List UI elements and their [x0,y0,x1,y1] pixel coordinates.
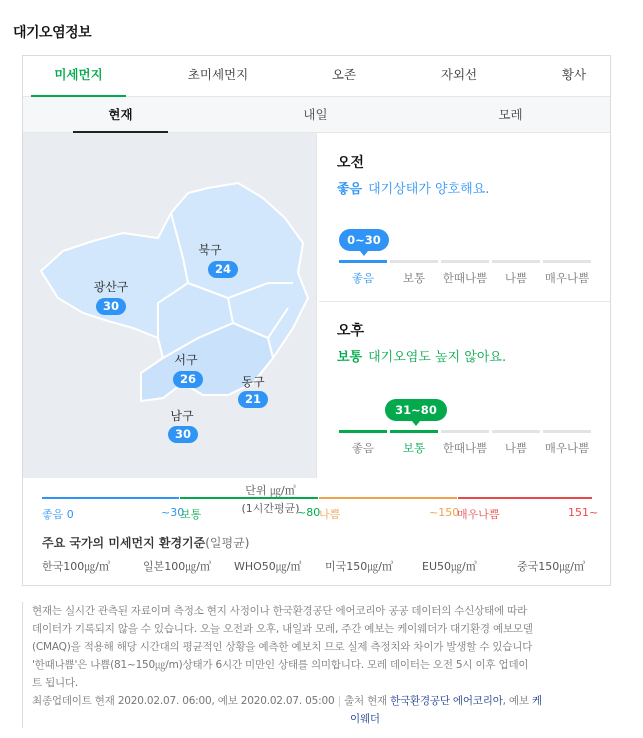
pm-grade-scale [339,430,591,460]
tab-ozone[interactable]: 오존 [331,67,357,82]
pm-title: 오후 [337,323,365,339]
district-value-seo[interactable]: 26 [173,371,203,388]
tab-yellow-dust[interactable]: 황사 [561,67,587,82]
standard-who: WHO50㎍/㎥ [234,560,302,573]
legend-label-good: 좋음 0 [42,508,74,521]
source-kweather-line [32,710,613,728]
notice-line-2: 데이터가 기록되지 않을 수 있습니다. 오늘 오전과 오후, 내일과 모레, 주간 예보는 케이웨더가 대기환경 예보모델 [32,623,533,635]
standard-usa: 미국150㎍/㎥ [325,560,393,573]
am-level: 좋음 [337,182,363,197]
tab-fine-dust[interactable]: 미세먼지 [31,56,126,96]
unit-line-1: 단위 ㎍/㎥ [245,484,296,497]
am-seg-sometimes-bad [441,260,489,263]
district-value-dong[interactable]: 21 [238,391,268,408]
legend-label-very-bad: 매우나쁨 [457,508,500,521]
pm-range-badge [385,399,447,421]
pm-label-good: 좋음 [351,441,375,455]
am-seg-bad [492,260,540,263]
am-label-normal: 보통 [402,271,426,285]
district-value-buk[interactable]: 24 [208,261,238,278]
tab-tomorrow[interactable]: 내일 [303,107,328,122]
tab-now[interactable]: 현재 [48,97,193,132]
update-time: 최종업데이트 현재 2020.02.07. 06:00, 예보 2020.02.07. 05:00 [32,695,335,707]
district-value-gwangsan[interactable]: 30 [96,298,126,315]
page-title: 대기오염정보 [13,25,92,41]
am-status [337,178,489,197]
day-tabs [23,97,610,133]
tab-uv[interactable]: 자외선 [440,67,478,82]
district-name-seo: 서구 [174,353,198,367]
pm-seg-bad [492,430,540,433]
legend-label-80: ~80 [297,506,321,519]
district-name-gwangsan: 광산구 [93,280,129,294]
legend-bar-normal [180,497,318,499]
tab-day-after[interactable]: 모레 [498,107,523,122]
pm-label-sometimes-bad: 한때나쁨 [442,441,488,455]
unit-line-2: (1시간평균) [241,502,300,515]
source-kweather-link-2[interactable]: 이웨더 [350,713,380,725]
gwangju-map-outline [23,133,316,478]
data-notice [22,602,613,728]
standard-eu: EU50㎍/㎥ [422,560,477,573]
pm-seg-good [339,430,387,433]
legend-label-normal: 보통 [180,508,202,521]
pm-level: 보통 [337,350,363,365]
notice-line-5: 트 됩니다. [32,677,79,689]
am-grade-scale [339,260,591,290]
standard-japan: 일본100㎍/㎥ [143,560,211,573]
am-label-bad: 나쁨 [504,271,528,285]
air-pollution-panel [22,55,611,586]
standard-korea: 한국100㎍/㎥ [42,560,110,573]
am-seg-very-bad [543,260,591,263]
source-prefix: 출처 현재 [344,695,387,707]
district-name-dong: 동구 [241,375,265,389]
notice-line-1: 현재는 실시간 관측된 자료이며 측정소 현지 사정이나 한국환경공단 에어코리아 공공 데이터의 수신상태에 따라 [32,605,528,617]
pm-seg-very-bad [543,430,591,433]
am-seg-good [339,260,387,263]
legend-label-30: ~30 [161,506,185,519]
am-range-badge [339,229,389,251]
district-name-nam: 남구 [170,409,194,423]
standards-subtitle: (일평균) [205,536,250,550]
update-info: 최종업데이트 현재 2020.02.07. 06:00, 예보 2020.02.07. 05:00 | 출처 현재 한국환경공단 에어코리아, 예보 케 [32,695,542,707]
am-label-good: 좋음 [351,271,375,285]
legend-bar-bad [319,497,457,499]
district-name-buk: 북구 [198,243,222,257]
standard-china: 중국150㎍/㎥ [517,560,585,573]
pm-forecast [319,302,610,478]
pm-seg-normal [390,430,438,433]
source-kweather-link-1[interactable]: 케 [531,695,542,707]
district-value-nam[interactable]: 30 [168,426,198,443]
standards-title-text: 주요 국가의 미세먼지 환경기준 [42,536,206,550]
am-forecast [319,133,610,302]
notice-line-4: '한때나쁨'은 나쁨(81~150㎍/m)상태가 6시간 미만인 상태를 의미합니다. 모레 데이터는 오전 5시 이후 업데이 [32,659,529,671]
pm-desc: 대기오염도 높지 않아요. [368,350,507,365]
legend-label-150: ~150 [429,506,460,519]
pm-status [337,346,506,365]
pm-label-normal: 보통 [402,441,426,455]
am-label-very-bad: 매우나쁨 [544,271,590,285]
am-desc: 대기상태가 양호해요. [368,182,490,197]
legend-label-bad: 나쁨 [319,508,341,521]
am-label-sometimes-bad: 한때나쁨 [442,271,488,285]
pm-seg-sometimes-bad [441,430,489,433]
am-seg-normal [390,260,438,263]
source-mid: , 예보 [502,695,529,707]
source-airkorea-link[interactable]: 한국환경공단 에어코리아 [390,695,503,707]
legend-label-151: 151~ [568,506,599,519]
pm-label-bad: 나쁨 [504,441,528,455]
legend-bar-very-bad [458,497,592,499]
standards-title [42,534,249,551]
pm-label-very-bad: 매우나쁨 [544,441,590,455]
pollutant-tabs [23,56,610,97]
am-range-text: 0~30 [347,233,381,247]
pm-range-text: 31~80 [395,403,437,417]
legend-bar-good [42,497,179,499]
notice-line-3: (CMAQ)을 적용해 해당 시간대의 평균적인 상황을 예측한 예보치 므로 실제 측정치와 차이가 발생할 수 있습니다 [32,641,533,653]
tab-ultrafine-dust[interactable]: 초미세먼지 [187,67,249,82]
am-title: 오전 [337,155,365,171]
